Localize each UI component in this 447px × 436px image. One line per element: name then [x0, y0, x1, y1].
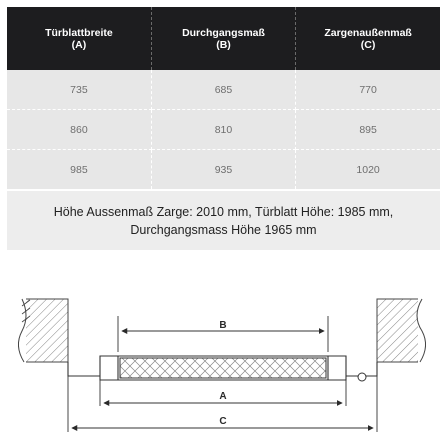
dimensions-table	[7, 7, 440, 189]
dimension-b-label: B	[219, 320, 227, 331]
door-frame-section-drawing	[0, 286, 447, 436]
dimension-a-label: A	[219, 391, 227, 402]
left-wall	[18, 299, 68, 362]
door-leaf	[120, 358, 326, 378]
table-row	[7, 70, 440, 110]
right-wall	[377, 299, 426, 362]
header-sub: (C)	[360, 38, 376, 51]
header-frame-outer-width	[296, 7, 440, 70]
table-cell: 895	[296, 110, 440, 150]
table-row	[7, 110, 440, 150]
header-title: Türblattbreite	[45, 26, 113, 39]
header-door-leaf-width	[7, 7, 151, 70]
latch-icon	[358, 373, 366, 381]
table-cell: 860	[7, 110, 151, 150]
table-cell: 985	[7, 150, 151, 190]
header-sub: (B)	[216, 38, 231, 51]
table-row	[7, 150, 440, 190]
table-cell: 685	[151, 70, 295, 110]
header-title: Durchgangsmaß	[182, 26, 265, 39]
table-cell: 1020	[296, 150, 440, 190]
table-cell: 935	[151, 150, 295, 190]
dimension-b	[118, 316, 328, 352]
dimension-c-label: C	[219, 416, 227, 427]
header-passage-width	[151, 7, 295, 70]
table-cell: 810	[151, 110, 295, 150]
header-title: Zargenaußenmaß	[324, 26, 412, 39]
table-cell: 770	[296, 70, 440, 110]
table-header-row	[7, 7, 440, 70]
dimension-c	[68, 376, 377, 432]
table-cell: 735	[7, 70, 151, 110]
header-sub: (A)	[71, 38, 87, 51]
dimension-a	[100, 380, 346, 406]
height-note: Höhe Aussenmaß Zarge: 2010 mm, Türblatt Höhe: 1985 mm, Durchgangsmass Höhe 1965 mm	[7, 191, 440, 250]
